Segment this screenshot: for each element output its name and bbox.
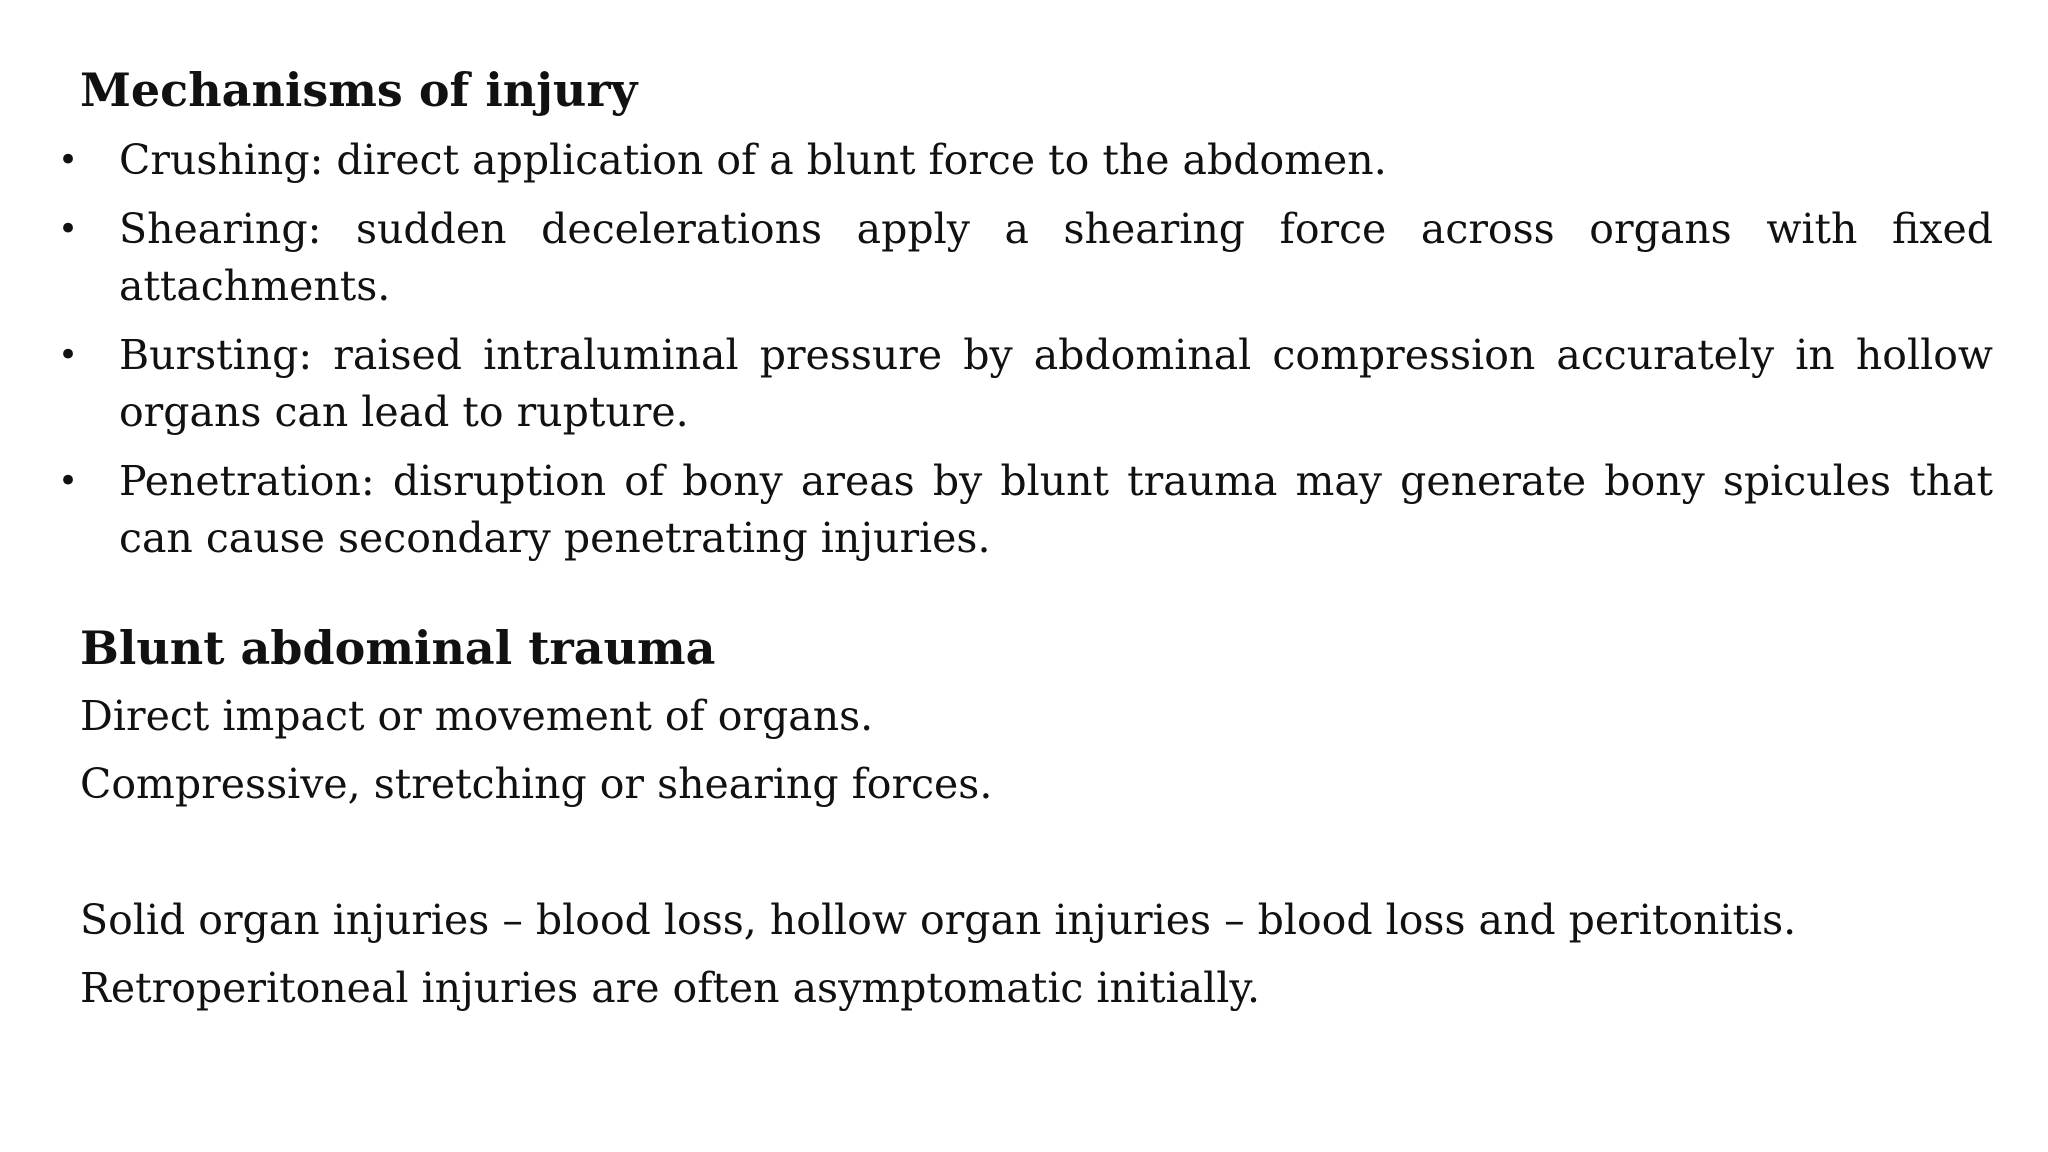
bullet-icon: • [58, 335, 79, 375]
list-item-bursting [58, 327, 1993, 441]
bullet-icon: • [58, 209, 79, 249]
blunt-trauma-heading: Blunt abdominal trauma [80, 621, 716, 675]
blunt-line-organ-injuries: Solid organ injuries – blood loss, hollow organ injuries – blood loss and peritonitis. [80, 896, 1797, 944]
blunt-line-forces: Compressive, stretching or shearing forces. [80, 760, 993, 808]
list-item-penetration [58, 453, 1993, 567]
blunt-line-direct-impact: Direct impact or movement of organs. [80, 692, 874, 740]
mechanisms-heading: Mechanisms of injury [80, 63, 638, 117]
list-item-text: Bursting: raised intraluminal pressure by abdominal compression accurately in hollow organs can lead to rupture. [119, 331, 1993, 436]
bullet-icon: • [58, 140, 79, 180]
list-item-crushing [58, 132, 1993, 189]
bullet-icon: • [58, 461, 79, 501]
list-item-shearing [58, 201, 1993, 315]
mechanisms-list [58, 132, 1993, 579]
blunt-line-retroperitoneal: Retroperitoneal injuries are often asymptomatic initially. [80, 964, 1261, 1012]
list-item-text: Crushing: direct application of a blunt force to the abdomen. [119, 136, 1387, 184]
list-item-text: Shearing: sudden decelerations apply a shearing force across organs with fixed attachments. [119, 205, 1993, 310]
list-item-text: Penetration: disruption of bony areas by blunt trauma may generate bony spicules that can cause secondary penetrating injuries. [119, 457, 1993, 562]
